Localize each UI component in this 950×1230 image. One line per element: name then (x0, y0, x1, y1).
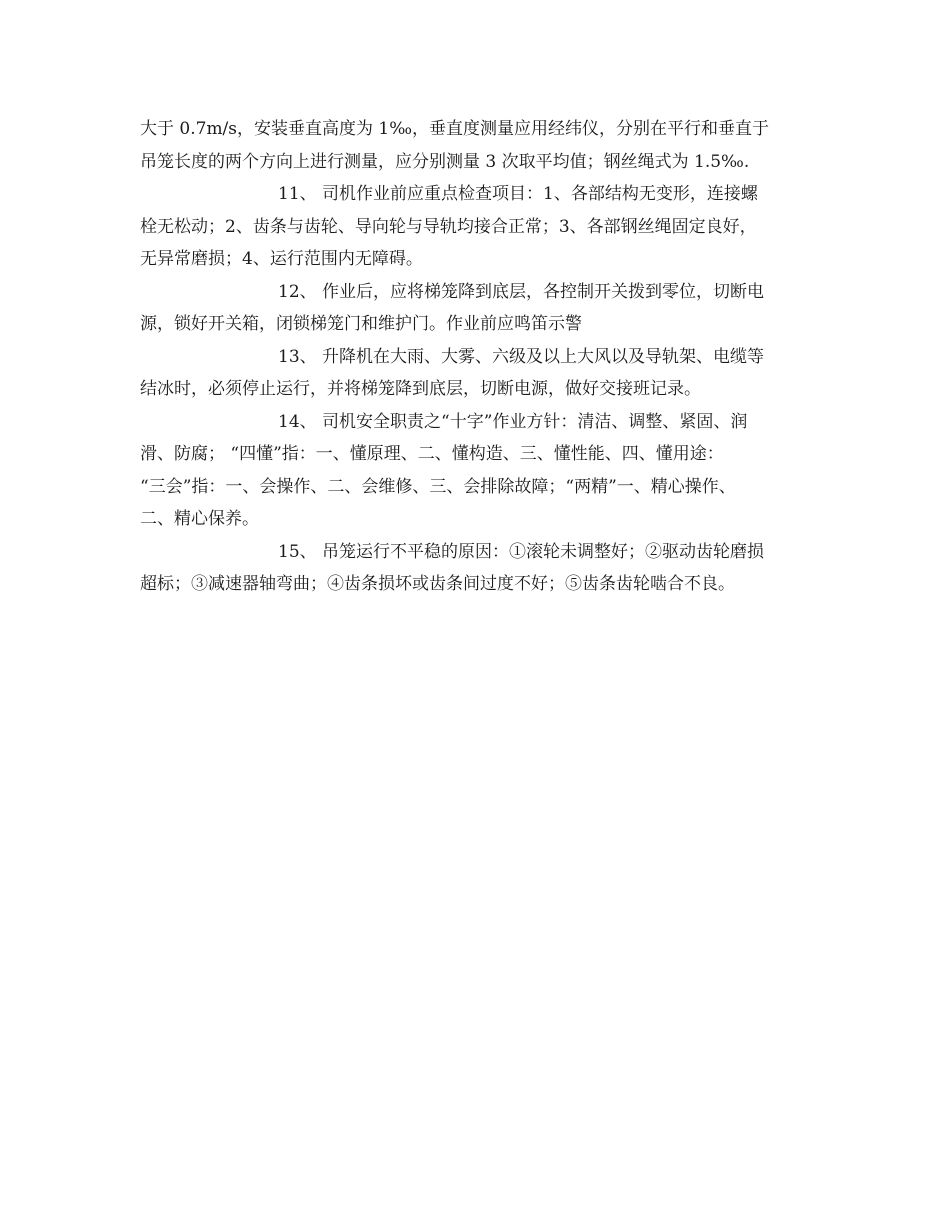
text-line-1: 大于 0.7m/s，安装垂直高度为 1‰，垂直度测量应用经纬仪，分别在平行和垂直于 (140, 119, 770, 139)
item-11-heading-line: 11、 司机作业前应重点检查项目：1、各部结构无变形，连接螺 (278, 184, 758, 204)
item-15-heading-line: 15、 吊笼运行不平稳的原因：①滚轮未调整好；②驱动齿轮磨损 (278, 541, 765, 562)
text-line-7: 源，锁好开关箱，闭锁梯笼门和维护门。作业前应鸣笛示警 (140, 314, 582, 334)
item-14-heading-line: 14、 司机安全职责之“十字”作业方针：清洁、调整、紧固、润 (278, 411, 748, 432)
item-12-heading-line: 12、 作业后，应将梯笼降到底层，各控制开关拨到零位，切断电 (278, 281, 765, 302)
document-body (140, 113, 830, 601)
text-line-9: 结冰时，必须停止运行，并将梯笼降到底层，切断电源，做好交接班记录。 (140, 379, 701, 399)
text-line-11: 滑、防腐； “四懂”指：一、懂原理、二、懂构造、三、懂性能、四、懂用途： (140, 444, 724, 464)
text-line-12: “三会”指：一、会操作、二、会维修、三、会排除故障；“两精”一、精心操作、 (140, 476, 736, 497)
text-line-4: 栓无松动；2、齿条与齿轮、导向轮与导轨均接合正常；3、各部钢丝绳固定良好， (140, 216, 757, 237)
item-13-heading-line: 13、 升降机在大雨、大雾、六级及以上大风以及导轨架、电缆等 (278, 346, 765, 367)
text-line-13: 二、精心保养。 (140, 509, 259, 529)
text-line-5: 无异常磨损；4、运行范围内无障碍。 (140, 249, 423, 269)
text-line-15: 超标；③减速器轴弯曲；④齿条损坏或齿条间过度不好；⑤齿条齿轮啮合不良。 (140, 574, 735, 594)
text-line-2: 吊笼长度的两个方向上进行测量，应分别测量 3 次取平均值；钢丝绳式为 1.5‰. (140, 151, 750, 172)
